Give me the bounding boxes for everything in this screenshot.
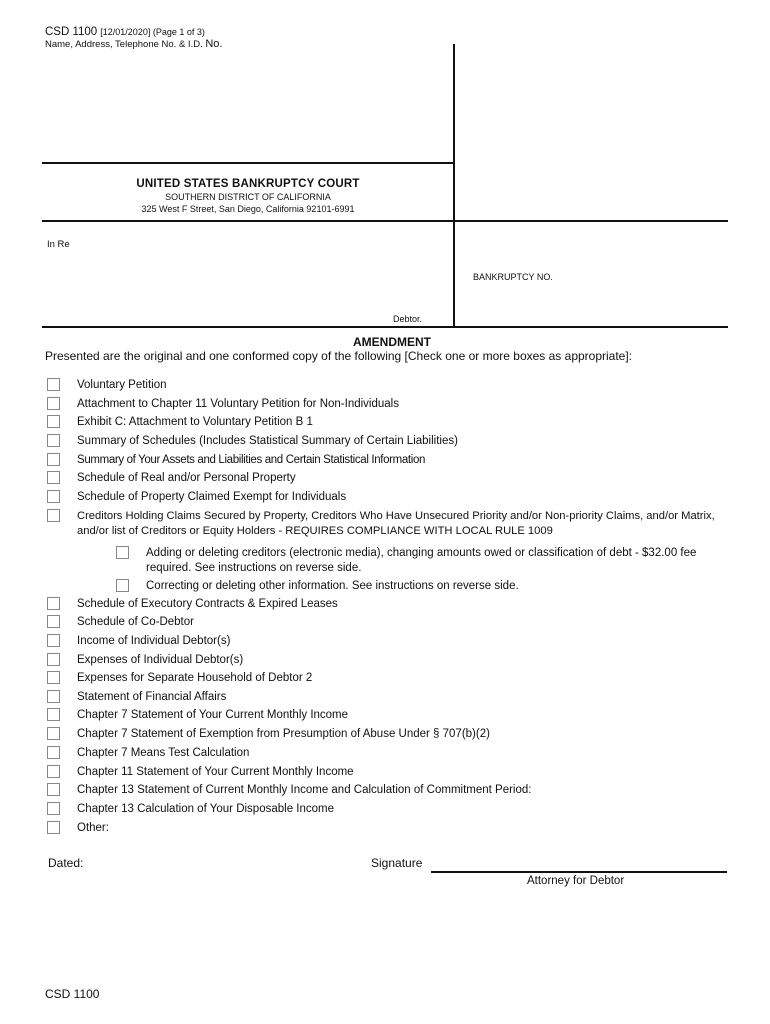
checkbox[interactable]: [47, 378, 60, 391]
name-line-label: Name, Address, Telephone No. & I.D.: [45, 39, 203, 50]
debtor-label: Debtor.: [393, 314, 423, 324]
caption-bottom-line: [42, 326, 728, 328]
checklist-item-label: Creditors Holding Claims Secured by Property, Creditors Who Have Unsecured Priority and/or Non-priority Claims, and/or Matrix, and/or list of Creditors or Equity Holders - REQUIRES COMPLIANCE WITH LOCAL RULE 1009: [77, 510, 715, 537]
attorney-for-debtor-label: Attorney for Debtor: [527, 875, 625, 887]
court-block: [42, 178, 454, 214]
footer-form-number: CSD 1100: [45, 987, 100, 1001]
checkbox[interactable]: [116, 579, 129, 592]
dated-label: Dated:: [48, 856, 84, 870]
checklist-item-label: Schedule of Property Claimed Exempt for Individuals: [77, 491, 347, 503]
checkbox[interactable]: [47, 453, 60, 466]
checklist-item-label: Schedule of Real and/or Personal Property: [77, 472, 296, 484]
checkbox[interactable]: [47, 397, 60, 410]
checkbox[interactable]: [47, 415, 60, 428]
in-re-label: In Re: [47, 239, 70, 250]
checklist-item-label: Exhibit C: Attachment to Voluntary Petition B 1: [77, 416, 313, 428]
court-address: 325 West F Street, San Diego, California 92101-6991: [141, 204, 355, 214]
checklist-item-label: Chapter 7 Means Test Calculation: [77, 747, 250, 759]
checkbox[interactable]: [47, 690, 60, 703]
form-id: [45, 26, 205, 38]
attorney-box-bottom-line: [42, 162, 454, 164]
checklist-item-label: Other:: [77, 822, 109, 834]
sub-item-label: Adding or deleting creditors (electronic media), changing amounts owed or classification of debt - $32.00 fee required. See instructions on reverse side.: [146, 547, 697, 574]
checkbox[interactable]: [47, 671, 60, 684]
checkbox[interactable]: [47, 490, 60, 503]
checkbox[interactable]: [47, 434, 60, 447]
checkbox[interactable]: [47, 802, 60, 815]
checkbox[interactable]: [47, 765, 60, 778]
court-district: SOUTHERN DISTRICT OF CALIFORNIA: [165, 192, 331, 202]
checklist-item-label: Chapter 7 Statement of Your Current Monthly Income: [77, 709, 349, 721]
checkbox[interactable]: [47, 727, 60, 740]
checkbox[interactable]: [47, 597, 60, 610]
checklist-item-label: Chapter 13 Statement of Current Monthly Income and Calculation of Commitment Period:: [77, 784, 532, 796]
checklist-item-label: Summary of Schedules (Includes Statistical Summary of Certain Liabilities): [77, 435, 458, 447]
checkbox[interactable]: [47, 821, 60, 834]
signature-line[interactable]: [431, 871, 727, 873]
amendment-title: AMENDMENT: [353, 335, 431, 349]
checkbox[interactable]: [47, 783, 60, 796]
name-address-label: [45, 38, 222, 50]
checklist-item-label: Schedule of Co-Debtor: [77, 616, 194, 628]
sub-item-label: Correcting or deleting other information. See instructions on reverse side.: [146, 580, 519, 592]
amendment-intro: Presented are the original and one conformed copy of the following [Check one or more boxes as appropriate]:: [45, 349, 633, 363]
checklist-item-label: Schedule of Executory Contracts & Expired Leases: [77, 598, 338, 610]
name-line-no: No.: [205, 38, 223, 50]
checklist-item-label: Expenses of Individual Debtor(s): [77, 654, 244, 666]
checkbox[interactable]: [116, 546, 129, 559]
court-box-bottom-line: [42, 220, 728, 222]
checkbox[interactable]: [47, 471, 60, 484]
checklist-item-label: Attachment to Chapter 11 Voluntary Petition for Non-Individuals: [77, 398, 399, 410]
checkbox[interactable]: [47, 634, 60, 647]
checklist-item-label: Chapter 13 Calculation of Your Disposable Income: [77, 803, 334, 815]
checkbox[interactable]: [47, 615, 60, 628]
signature-label: Signature: [371, 856, 423, 870]
form-number: CSD 1100: [45, 26, 98, 38]
checklist-item-label: Summary of Your Assets and Liabilities and Certain Statistical Information: [77, 454, 426, 466]
checkbox[interactable]: [47, 708, 60, 721]
form-revision: [12/01/2020] (Page 1 of 3): [100, 27, 205, 37]
checklist-item-label: Chapter 11 Statement of Your Current Monthly Income: [77, 766, 354, 778]
checklist-item-label: Expenses for Separate Household of Debtor 2: [77, 672, 313, 684]
checklist-item-label: Income of Individual Debtor(s): [77, 635, 231, 647]
checkbox[interactable]: [47, 653, 60, 666]
checklist-item-label: Chapter 7 Statement of Exemption from Presumption of Abuse Under § 707(b)(2): [77, 728, 490, 740]
bankruptcy-number-label: BANKRUPTCY NO.: [473, 272, 553, 282]
checklist-item-label: Voluntary Petition: [77, 379, 167, 391]
checklist-item-label: Statement of Financial Affairs: [77, 691, 227, 703]
checkbox[interactable]: [47, 509, 60, 522]
checkbox[interactable]: [47, 746, 60, 759]
court-title: UNITED STATES BANKRUPTCY COURT: [136, 178, 360, 190]
